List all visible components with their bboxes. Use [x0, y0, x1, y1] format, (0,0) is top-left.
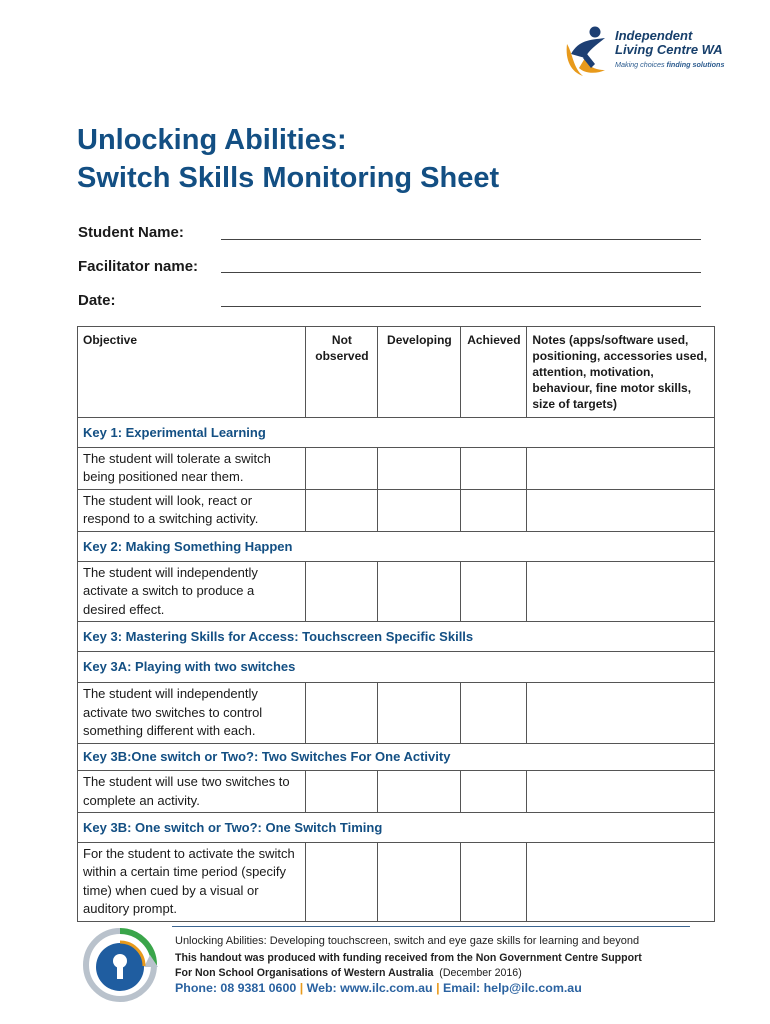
notes-cell[interactable] — [527, 561, 715, 622]
footer-course-title: Unlocking Abilities: Developing touchscreen, switch and eye gaze skills for learning and beyond — [175, 935, 640, 947]
objective-cell: The student will use two switches to complete an activity. — [78, 771, 306, 813]
student-name-label: Student Name: — [78, 224, 184, 241]
developing-cell[interactable] — [378, 489, 461, 531]
key-3a-heading: Key 3A: Playing with two switches — [78, 652, 715, 683]
not-observed-cell[interactable] — [306, 683, 378, 744]
facilitator-name-label: Facilitator name: — [78, 258, 199, 275]
key-3-heading: Key 3: Mastering Skills for Access: Touchscreen Specific Skills — [78, 622, 715, 652]
separator: | — [436, 981, 440, 995]
table-row — [78, 561, 715, 622]
achieved-cell[interactable] — [461, 771, 527, 813]
facilitator-name-line[interactable] — [221, 272, 701, 273]
key-1-heading: Key 1: Experimental Learning — [78, 418, 715, 448]
not-observed-cell[interactable] — [306, 447, 378, 489]
footer-phone[interactable]: Phone: 08 9381 0600 — [175, 981, 297, 995]
objective-cell: For the student to activate the switch within a certain time period (specify time) when cued by a visual or auditory prompt. — [78, 842, 306, 921]
footer-email-link[interactable]: Email: help@ilc.com.au — [442, 981, 582, 995]
table-row — [78, 489, 715, 531]
page-title — [77, 121, 499, 197]
notes-cell[interactable] — [527, 771, 715, 813]
achieved-cell[interactable] — [461, 561, 527, 622]
developing-cell[interactable] — [378, 447, 461, 489]
not-observed-cell[interactable] — [306, 561, 378, 622]
key-row — [78, 418, 715, 448]
developing-cell[interactable] — [378, 842, 461, 921]
table-row — [78, 447, 715, 489]
key-row — [78, 743, 715, 771]
table-row — [78, 842, 715, 921]
objective-cell: The student will independently activate a switch to produce a desired effect. — [78, 561, 306, 622]
footer-divider — [172, 926, 690, 927]
developing-cell[interactable] — [378, 561, 461, 622]
date-label: Date: — [78, 292, 116, 309]
footer-date: (December 2016) — [439, 967, 522, 979]
key-2-heading: Key 2: Making Something Happen — [78, 531, 715, 561]
not-observed-cell[interactable] — [306, 489, 378, 531]
tagline-bold: finding solutions — [666, 60, 725, 69]
achieved-cell[interactable] — [461, 447, 527, 489]
developing-cell[interactable] — [378, 683, 461, 744]
achieved-header: Achieved — [461, 327, 527, 418]
ilc-logo — [565, 24, 725, 80]
tagline-normal: Making choices — [615, 60, 667, 69]
notes-header: Notes (apps/software used, positioning, accessories used, attention, motivation, behaviour, fine motor skills, size of targets) — [527, 327, 715, 418]
logo-tagline — [615, 60, 724, 69]
logo-line-1: Independent — [615, 28, 693, 43]
notes-cell[interactable] — [527, 447, 715, 489]
key-row — [78, 813, 715, 843]
key-row — [78, 652, 715, 683]
key-row — [78, 622, 715, 652]
achieved-cell[interactable] — [461, 489, 527, 531]
keyhole-badge-icon — [80, 925, 160, 1005]
date-line[interactable] — [221, 306, 701, 307]
not-observed-header: Not observed — [306, 327, 378, 418]
key-row — [78, 531, 715, 561]
objective-header: Objective — [78, 327, 306, 418]
achieved-cell[interactable] — [461, 683, 527, 744]
key-3b-timing-heading: Key 3B: One switch or Two?: One Switch Timing — [78, 813, 715, 843]
table-row — [78, 683, 715, 744]
not-observed-cell[interactable] — [306, 842, 378, 921]
title-line-1: Unlocking Abilities: — [77, 124, 347, 156]
objective-cell: The student will tolerate a switch being positioned near them. — [78, 447, 306, 489]
footer-contact — [175, 981, 582, 995]
title-line-2: Switch Skills Monitoring Sheet — [77, 162, 500, 194]
objective-cell: The student will independently activate two switches to control something different with each. — [78, 683, 306, 744]
developing-cell[interactable] — [378, 771, 461, 813]
person-figure-icon — [565, 24, 613, 80]
logo-line-2: Living Centre WA — [615, 41, 723, 57]
funding-line-2: For Non School Organisations of Western Australia — [175, 967, 434, 979]
separator: | — [299, 981, 304, 995]
logo-org-name — [615, 29, 723, 56]
footer-web-link[interactable]: Web: www.ilc.com.au — [306, 981, 433, 995]
notes-cell[interactable] — [527, 842, 715, 921]
notes-cell[interactable] — [527, 683, 715, 744]
funding-line-1: This handout was produced with funding received from the Non Government Centre Support — [175, 952, 642, 964]
table-row — [78, 771, 715, 813]
objective-cell: The student will look, react or respond to a switching activity. — [78, 489, 306, 531]
developing-header: Developing — [378, 327, 461, 418]
header-row — [78, 327, 715, 418]
student-name-line[interactable] — [221, 239, 701, 240]
not-observed-cell[interactable] — [306, 771, 378, 813]
key-3b-two-switches-heading: Key 3B:One switch or Two?: Two Switches For One Activity — [78, 743, 715, 771]
achieved-cell[interactable] — [461, 842, 527, 921]
footer-funding-note — [175, 951, 642, 981]
notes-cell[interactable] — [527, 489, 715, 531]
monitoring-table — [77, 326, 715, 922]
